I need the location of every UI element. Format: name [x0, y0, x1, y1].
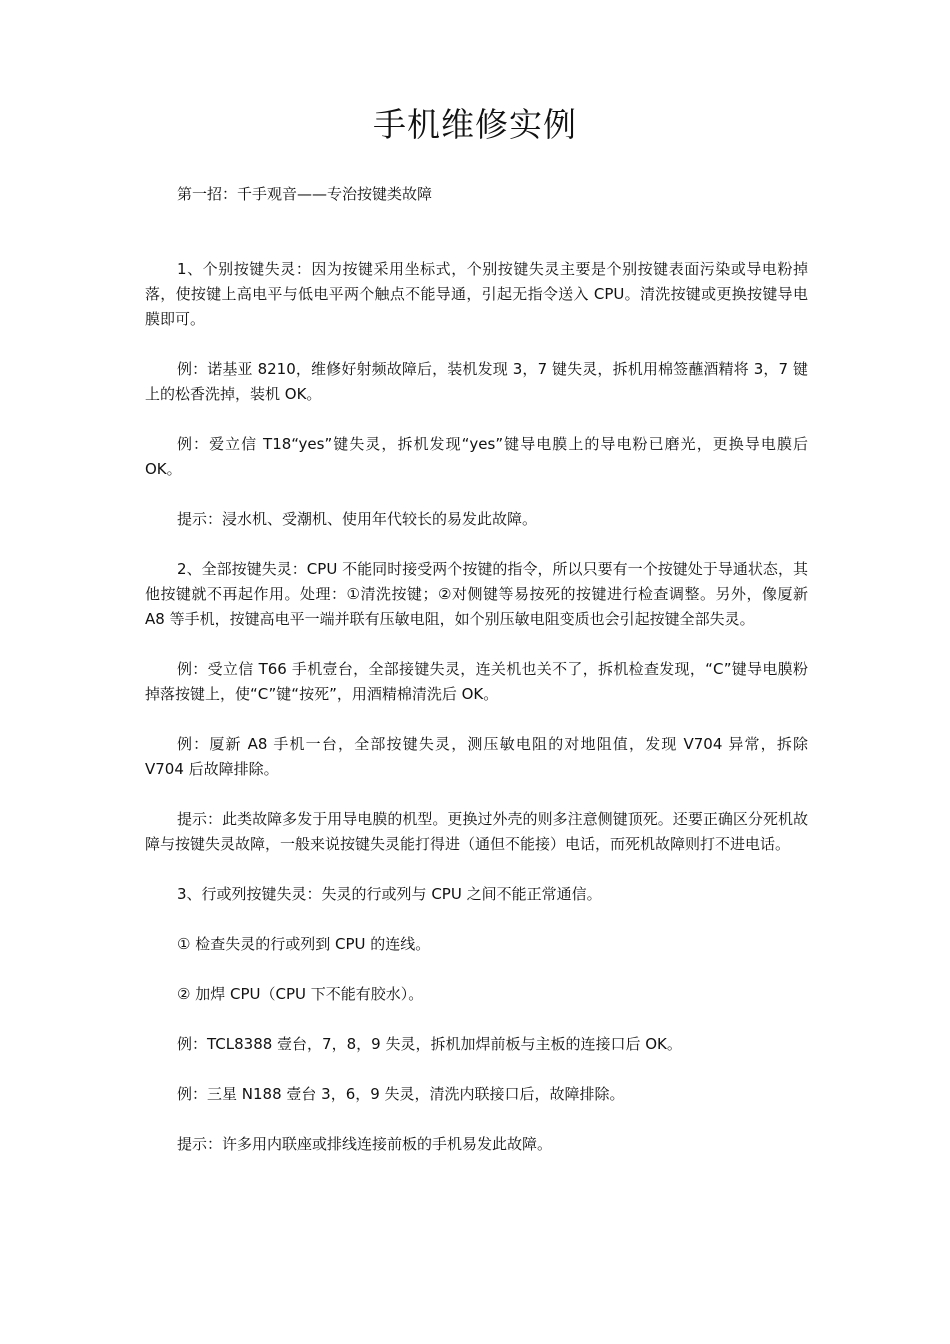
document-body [145, 182, 808, 1182]
paragraph: 3、行或列按键失灵：失灵的行或列与 CPU 之间不能正常通信。 [177, 885, 602, 903]
paragraph: 提示：此类故障多发于用导电膜的机型。更换过外壳的则多注意侧键顶死。还要正确区分死机故障与按键失灵故障，一般来说按键失灵能打得进（通但不能接）电话，而死机故障则打不进电话。 [145, 810, 808, 853]
paragraph: 例：厦新 A8 手机一台，全部按键失灵，测压敏电阻的对地阻值，发现 V704 异常，拆除 V704 后故障排除。 [145, 735, 808, 778]
paragraph: 提示：许多用内联座或排线连接前板的手机易发此故障。 [177, 1135, 553, 1153]
paragraph: 例：受立信 T66 手机壹台，全部接键失灵，连关机也关不了，拆机检查发现，“C”键导电膜粉掉落按键上，使“C”键“按死”，用酒精棉清洗后 OK。 [145, 660, 808, 703]
paragraph: 例：三星 N188 壹台 3，6，9 失灵，清洗内联接口后，故障排除。 [177, 1085, 625, 1103]
paragraph: 提示：浸水机、受潮机、使用年代较长的易发此故障。 [177, 510, 538, 528]
paragraph: ② 加焊 CPU（CPU 下不能有胶水）。 [177, 985, 424, 1003]
paragraph: 1、个别按键失灵：因为按键采用坐标式，个别按键失灵主要是个别按键表面污染或导电粉掉落，使按键上高电平与低电平两个触点不能导通，引起无指令送入 CPU。清洗按键或更换按键导电膜即可。 [145, 260, 808, 328]
paragraph: 例：TCL8388 壹台，7，8，9 失灵，拆机加焊前板与主板的连接口后 OK。 [177, 1035, 682, 1053]
paragraph: 2、全部按键失灵：CPU 不能同时接受两个按键的指令，所以只要有一个按键处于导通状态，其他按键就不再起作用。处理：①清洗按键；②对侧键等易按死的按键进行检查调整。另外，像厦新 A8 等手机，按键高电平一端并联有压敏电阻，如个别压敏电阻变质也会引起按键全部失灵。 [145, 560, 808, 628]
document-title: 手机维修实例 [373, 105, 577, 144]
paragraph: 例：诺基亚 8210，维修好射频故障后，装机发现 3，7 键失灵，拆机用棉签蘸酒精将 3，7 键上的松香洗掉，装机 OK。 [145, 360, 808, 403]
paragraph: 例：爱立信 T18“yes”键失灵，拆机发现“yes”键导电膜上的导电粉已磨光，更换导电膜后 OK。 [145, 435, 808, 478]
section-heading: 第一招：千手观音——专治按键类故障 [177, 185, 433, 203]
paragraph: ① 检查失灵的行或列到 CPU 的连线。 [177, 935, 431, 953]
